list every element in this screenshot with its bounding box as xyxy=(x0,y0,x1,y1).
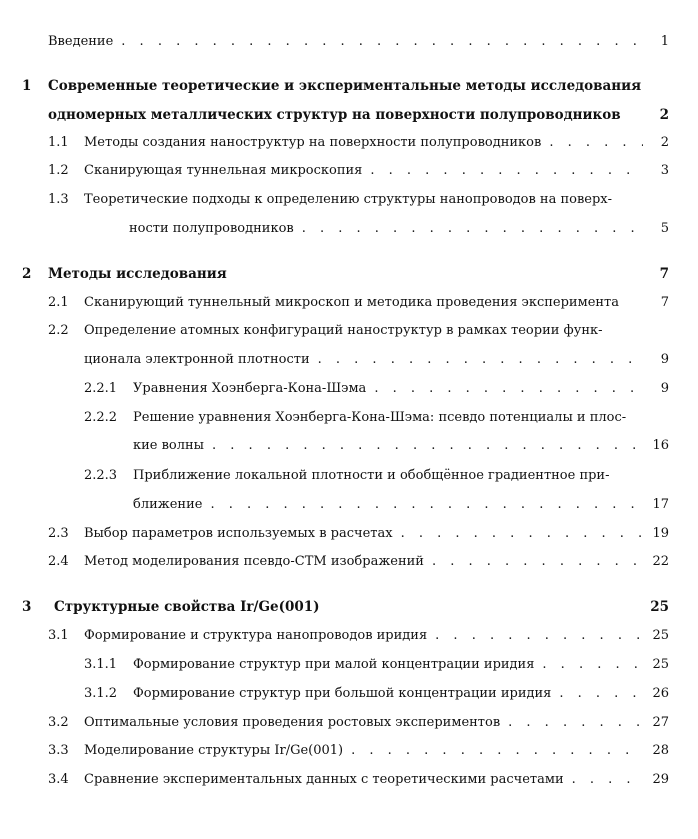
chapter-title-line1[interactable]: Современные теоретические и экспериментальные методы исследования xyxy=(48,78,642,94)
section-number: 3.2 xyxy=(48,715,69,730)
subsection-number: 3.1.2 xyxy=(84,686,118,701)
toc-entry-chapter-3[interactable] xyxy=(54,598,669,616)
dot-leader xyxy=(559,685,643,703)
toc-entry-2-2[interactable] xyxy=(84,351,669,369)
dot-leader xyxy=(508,714,643,732)
toc-entry-2-2-2[interactable] xyxy=(133,437,669,455)
entry-title: Формирование структур при большой концентрации иридия xyxy=(133,686,552,701)
entry-title-line1[interactable]: Приближение локальной плотности и обобщённое градиентное при- xyxy=(133,468,610,483)
toc-entry-2-3[interactable] xyxy=(84,525,669,543)
dot-leader xyxy=(212,437,643,455)
chapter-title: Методы исследования xyxy=(48,266,227,282)
entry-title-line2: ности полупроводников xyxy=(129,221,294,236)
subsection-number: 3.1.1 xyxy=(84,657,118,672)
page-number: 28 xyxy=(652,743,669,758)
dot-leader xyxy=(549,134,643,152)
section-number: 2.1 xyxy=(48,295,69,310)
dot-leader xyxy=(370,162,643,180)
toc-entry-2-1[interactable] xyxy=(84,294,669,312)
dot-leader xyxy=(351,742,643,760)
dot-leader xyxy=(435,627,643,645)
page-number: 25 xyxy=(652,657,669,672)
entry-title-line2: ционала электронной плотности xyxy=(84,352,310,367)
chapter-number: 1 xyxy=(22,78,32,94)
page-number: 2 xyxy=(660,135,669,150)
entry-title: Уравнения Хоэнберга-Кона-Шэма xyxy=(133,381,367,396)
page-number: 17 xyxy=(652,497,669,512)
page-number: 9 xyxy=(660,352,669,367)
toc-entry-2-2-3[interactable] xyxy=(133,496,669,514)
toc-entry-2-2-1[interactable] xyxy=(133,380,669,398)
section-number: 1.1 xyxy=(48,135,69,150)
entry-title: Моделирование структуры Ir/Ge(001) xyxy=(84,743,344,758)
dot-leader xyxy=(210,496,643,514)
toc-entry-1-1[interactable] xyxy=(84,134,669,152)
toc-entry-1-2[interactable] xyxy=(84,162,669,180)
toc-entry-3-3[interactable] xyxy=(84,742,669,760)
toc-entry-3-1[interactable] xyxy=(84,627,669,645)
page-number: 25 xyxy=(652,628,669,643)
section-number: 3.4 xyxy=(48,772,69,787)
section-number: 1.3 xyxy=(48,192,69,207)
dot-leader xyxy=(318,351,643,369)
dot-leader xyxy=(432,553,643,571)
section-number: 3.3 xyxy=(48,743,69,758)
chapter-title-line2: одномерных металлических структур на поверхности полупроводников xyxy=(48,107,621,123)
entry-title-line1[interactable]: Решение уравнения Хоэнберга-Кона-Шэма: псевдо потенциалы и плос- xyxy=(133,410,627,425)
page-number: 22 xyxy=(652,554,669,569)
page-number: 16 xyxy=(652,438,669,453)
toc-entry-2-4[interactable] xyxy=(84,553,669,571)
entry-title-line1[interactable]: Определение атомных конфигураций наноструктур в рамках теории функ- xyxy=(84,323,603,338)
chapter-number: 2 xyxy=(22,266,32,282)
entry-title: Формирование и структура нанопроводов иридия xyxy=(84,628,428,643)
entry-title: Сравнение экспериментальных данных с теоретическими расчетами xyxy=(84,772,564,787)
toc-entry-chapter-1[interactable] xyxy=(48,106,669,124)
entry-title-line1[interactable]: Теоретические подходы к определению структуры нанопроводов на поверх- xyxy=(84,192,613,207)
dot-leader xyxy=(401,525,643,543)
page-number: 26 xyxy=(652,686,669,701)
page-number: 7 xyxy=(659,266,669,282)
entry-title-line2: ближение xyxy=(133,497,203,512)
entry-title: Сканирующий туннельный микроскоп и методика проведения эксперимента xyxy=(84,295,619,310)
entry-title-line2: кие волны xyxy=(133,438,205,453)
entry-title: Методы создания наноструктур на поверхности полупроводников xyxy=(84,135,542,150)
dot-leader xyxy=(542,656,643,674)
chapter-title: Структурные свойства Ir/Ge(001) xyxy=(54,599,320,615)
page-number: 9 xyxy=(660,381,669,396)
toc-entry-3-1-1[interactable] xyxy=(133,656,669,674)
page-number: 27 xyxy=(652,715,669,730)
toc-entry-3-1-2[interactable] xyxy=(133,685,669,703)
page-number: 25 xyxy=(650,599,669,615)
subsection-number: 2.2.1 xyxy=(84,381,118,396)
dot-leader xyxy=(572,771,643,789)
section-number: 2.2 xyxy=(48,323,69,338)
entry-title: Метод моделирования псевдо-СТМ изображений xyxy=(84,554,424,569)
page-number: 19 xyxy=(652,526,669,541)
toc-entry-chapter-2[interactable] xyxy=(48,265,669,283)
subsection-number: 2.2.2 xyxy=(84,410,118,425)
toc-entry-intro[interactable] xyxy=(48,33,669,51)
dot-leader xyxy=(374,380,643,398)
toc-entry-1-3[interactable] xyxy=(129,220,669,238)
entry-title: Оптимальные условия проведения ростовых экспериментов xyxy=(84,715,501,730)
page-number: 2 xyxy=(659,107,669,123)
section-number: 3.1 xyxy=(48,628,69,643)
page-number: 5 xyxy=(660,221,669,236)
page-number: 29 xyxy=(652,772,669,787)
section-number: 1.2 xyxy=(48,163,69,178)
dot-leader xyxy=(302,220,643,238)
dot-leader xyxy=(121,33,643,51)
entry-title: Введение xyxy=(48,34,114,49)
toc-entry-3-2[interactable] xyxy=(84,714,669,732)
page-number: 3 xyxy=(660,163,669,178)
toc-entry-3-4[interactable] xyxy=(84,771,669,789)
section-number: 2.3 xyxy=(48,526,69,541)
chapter-number: 3 xyxy=(22,599,32,615)
entry-title: Выбор параметров используемых в расчетах xyxy=(84,526,393,541)
page-number: 1 xyxy=(660,34,669,49)
subsection-number: 2.2.3 xyxy=(84,468,118,483)
page-number: 7 xyxy=(660,295,669,310)
entry-title: Формирование структур при малой концентрации иридия xyxy=(133,657,535,672)
section-number: 2.4 xyxy=(48,554,69,569)
entry-title: Сканирующая туннельная микроскопия xyxy=(84,163,363,178)
